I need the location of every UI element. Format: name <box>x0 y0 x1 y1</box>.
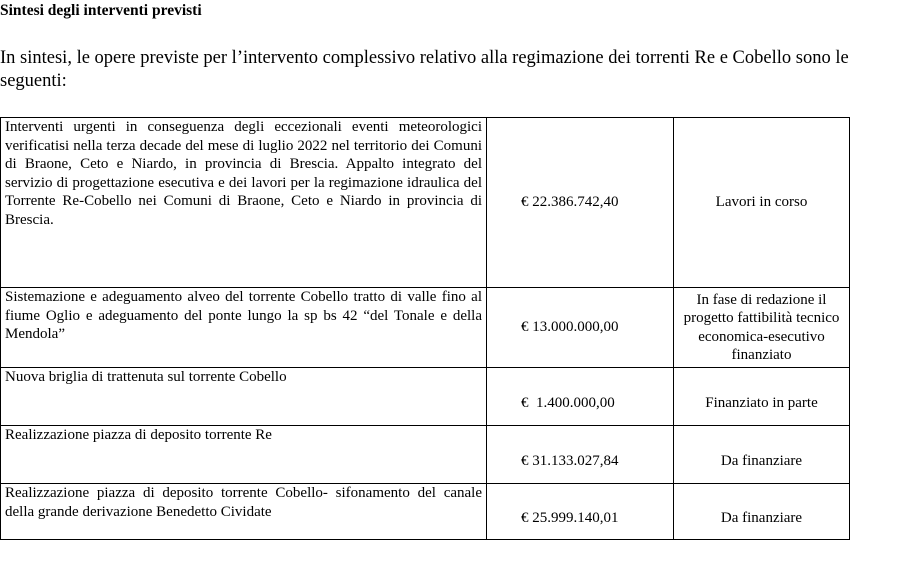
table-row <box>1 368 850 426</box>
table-row <box>1 426 850 484</box>
table-row <box>1 118 850 288</box>
intervention-amount: € 1.400.000,00 <box>487 368 674 426</box>
table-row <box>1 288 850 368</box>
section-heading: Sintesi degli interventi previsti <box>0 2 202 19</box>
table-row <box>1 484 850 540</box>
interventions-table <box>0 117 850 540</box>
intervention-description: Nuova briglia di trattenuta sul torrente Cobello <box>1 368 487 426</box>
intervention-description: Sistemazione e adeguamento alveo del torrente Cobello tratto di valle fino al fiume Oglio e adeguamento del ponte lungo la sp bs 42 “del Tonale e della Mendola” <box>1 288 487 368</box>
intervention-status: Da finanziare <box>674 484 850 540</box>
intervention-description: Realizzazione piazza di deposito torrente Cobello- sifonamento del canale della grande derivazione Benedetto Cividate <box>1 484 487 540</box>
intro-paragraph: In sintesi, le opere previste per l’intervento complessivo relativo alla regimazione dei torrenti Re e Cobello sono le seguenti: <box>0 48 849 91</box>
intervention-status: Da finanziare <box>674 426 850 484</box>
intervention-description: Realizzazione piazza di deposito torrente Re <box>1 426 487 484</box>
intervention-status: In fase di redazione il progetto fattibilità tecnico economica-esecutivo finanziato <box>674 288 850 368</box>
intervention-amount: € 25.999.140,01 <box>487 484 674 540</box>
intervention-amount: € 31.133.027,84 <box>487 426 674 484</box>
intervention-status: Lavori in corso <box>674 118 850 288</box>
intervention-amount: € 13.000.000,00 <box>487 288 674 368</box>
intervention-status: Finanziato in parte <box>674 368 850 426</box>
intervention-description: Interventi urgenti in conseguenza degli eccezionali eventi meteorologici verificatisi nella terza decade del mese di luglio 2022 nel territorio dei Comuni di Braone, Ceto e Niardo, in provincia di Brescia. Appalto integrato del servizio di progettazione esecutiva e dei lavori per la regimazione idraulica del Torrente Re-Cobello nei Comuni di Braone, Ceto e Niardo in provincia di Brescia. <box>1 118 487 288</box>
intervention-amount: € 22.386.742,40 <box>487 118 674 288</box>
